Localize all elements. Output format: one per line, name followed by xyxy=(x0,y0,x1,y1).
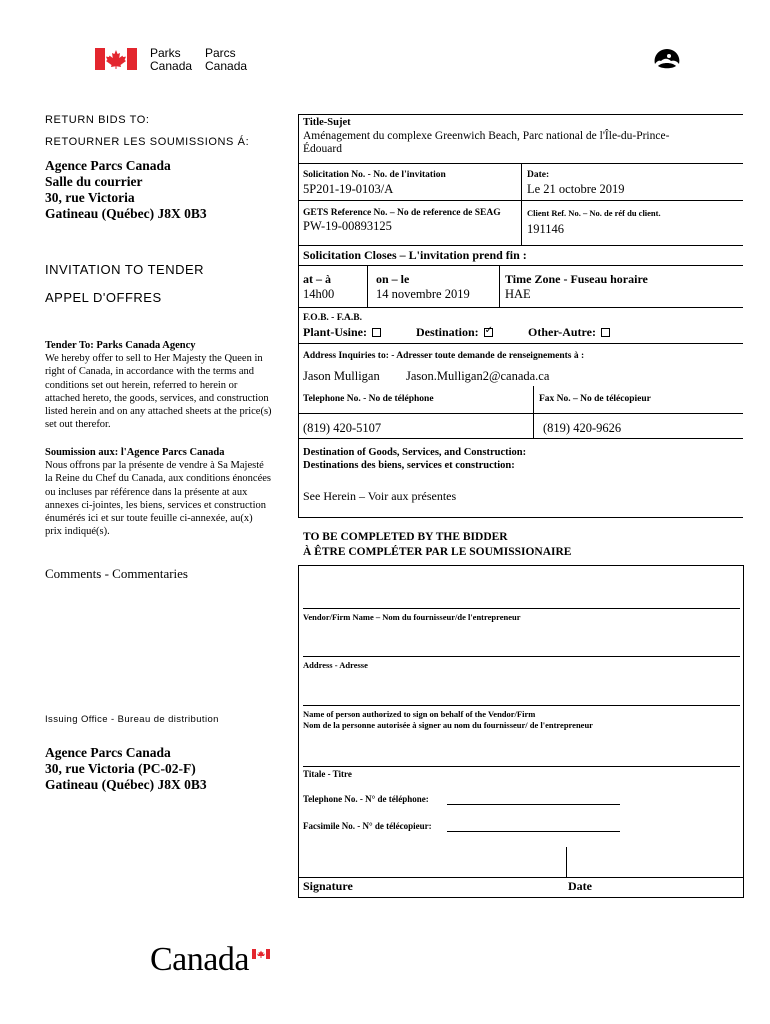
soumission-line: Nous offrons par la présente de vendre à Sa Majesté xyxy=(45,460,264,472)
tender-to-line: conditions set out herein, referred to herein or xyxy=(45,379,238,391)
address-inquiries-label: Address Inquiries to: - Adresser toute demande de renseignements à : xyxy=(303,351,585,361)
client-ref-label: Client Ref. No. – No. de réf du client. xyxy=(527,208,661,218)
plant-checkbox[interactable] xyxy=(372,328,381,337)
return-bids-label-fr: RETOURNER LES SOUMISSIONS Á: xyxy=(45,136,250,148)
agency-name-fr-1: Parcs xyxy=(205,46,236,60)
signature-date-label: Date xyxy=(568,879,592,893)
vendor-name-field[interactable] xyxy=(303,608,740,609)
beaver-emblem-icon xyxy=(650,44,684,74)
destination-checkbox[interactable] xyxy=(484,328,493,337)
soumission-line: annexes ci-jointes, les biens, services et construction xyxy=(45,499,267,511)
agency-name-en-1: Parks xyxy=(150,46,181,60)
authorized-name-field[interactable] xyxy=(303,705,740,706)
authorized-label-fr: Nom de la personne autorisée à signer au nom du fournisseur/ de l'entrepreneur xyxy=(303,720,593,730)
closes-on-label: on – le xyxy=(376,272,410,286)
closes-at-label: at – à xyxy=(303,272,331,286)
timezone-label: Time Zone - Fuseau horaire xyxy=(505,272,648,286)
date-label: Date: xyxy=(527,170,550,180)
issuing-address-line: Agence Parcs Canada xyxy=(45,745,171,760)
return-address xyxy=(45,158,207,222)
address-field[interactable] xyxy=(303,656,740,657)
fax-label: Fax No. – No de télécopieur xyxy=(539,394,651,404)
solicitation-value: 5P201-19-0103/A xyxy=(303,182,394,196)
closes-at-value: 14h00 xyxy=(303,287,335,301)
signature-field[interactable] xyxy=(298,877,744,878)
contact-name: Jason Mulligan xyxy=(303,369,380,383)
closes-label: Solicitation Closes – L'invitation prend fin : xyxy=(303,248,527,262)
solicitation-label: Solicitation No. - No. de l'invitation xyxy=(303,170,446,180)
fob-label: F.O.B. - F.A.B. xyxy=(303,313,362,323)
telephone-label: Telephone No. - No de téléphone xyxy=(303,394,434,404)
client-ref-value: 191146 xyxy=(527,222,565,236)
authorized-label-en: Name of person authorized to sign on behalf of the Vendor/Firm xyxy=(303,709,536,719)
tender-to-line: attached hereto, the goods, services, and construction xyxy=(45,392,269,404)
contact-email[interactable]: Jason.Mulligan2@canada.ca xyxy=(406,369,550,383)
soumission-line: la Reine du Chef du Canada, aux conditions énoncées xyxy=(45,473,271,485)
other-checkbox[interactable] xyxy=(601,328,610,337)
address-label: Address - Adresse xyxy=(303,660,368,670)
canada-wordmark-text: Canada xyxy=(150,941,249,978)
issuing-address xyxy=(45,745,207,793)
invitation-title-en: INVITATION TO TENDER xyxy=(45,262,205,277)
fob-plant-label: Plant-Usine: xyxy=(303,325,367,339)
fob-plant xyxy=(303,325,381,340)
tender-to-block xyxy=(45,339,295,431)
agency-name-en-2: Canada xyxy=(150,59,193,73)
return-address-line: Salle du courrier xyxy=(45,174,143,189)
timezone-value: HAE xyxy=(505,287,531,301)
telephone-value: (819) 420-5107 xyxy=(303,421,382,435)
return-address-line: Gatineau (Québec) J8X 0B3 xyxy=(45,206,207,221)
closes-on-value: 14 novembre 2019 xyxy=(376,287,470,301)
title-value-line: Aménagement du complexe Greenwich Beach, Parc national de l'Île-du-Prince- xyxy=(303,129,670,142)
fob-other-label: Other-Autre: xyxy=(528,325,596,339)
fax-value: (819) 420-9626 xyxy=(543,421,622,435)
date-value: Le 21 octobre 2019 xyxy=(527,182,625,196)
agency-name-fr-2: Canada xyxy=(205,59,248,73)
fob-destination xyxy=(416,325,493,340)
bidder-fax-label: Facsimile No. - N° de télécopieur: xyxy=(303,821,432,831)
tender-to-line: listed herein and on any attached sheets at the price(s) xyxy=(45,406,272,418)
title-label: Title-Sujet xyxy=(303,117,351,128)
tender-to-line: We hereby offer to sell to Her Majesty the Queen in xyxy=(45,353,263,365)
title-field[interactable] xyxy=(303,766,740,767)
issuing-office-label: Issuing Office - Bureau de distribution xyxy=(45,714,219,725)
tender-to-line: set out therefor. xyxy=(45,419,111,431)
title-value-line: Édouard xyxy=(303,143,342,155)
return-address-line: Agence Parcs Canada xyxy=(45,158,171,173)
fob-other xyxy=(528,325,610,340)
wordmark-flag-icon xyxy=(252,949,270,959)
tender-to-line: right of Canada, in accordance with the terms and xyxy=(45,366,255,378)
soumission-line: ou incluses par référence dans la présente at aux xyxy=(45,486,248,498)
comments-label: Comments - Commentaries xyxy=(45,566,188,581)
bidder-telephone-label: Telephone No. - N° de téléphone: xyxy=(303,794,429,804)
issuing-address-line: 30, rue Victoria (PC-02-F) xyxy=(45,761,196,776)
bidder-fax-field[interactable] xyxy=(447,831,620,832)
bidder-heading-en: TO BE COMPLETED BY THE BIDDER xyxy=(303,531,508,543)
bidder-heading-fr: À ÊTRE COMPLÉTER PAR LE SOUMISSIONAIRE xyxy=(303,546,572,558)
canada-flag-icon xyxy=(95,48,137,70)
soumission-block xyxy=(45,446,295,538)
gets-label: GETS Reference No. – No de reference de SEAG xyxy=(303,208,501,218)
canada-wordmark xyxy=(150,941,249,981)
return-bids-label-en: RETURN BIDS TO: xyxy=(45,114,150,126)
vendor-name-label: Vendor/Firm Name – Nom du fournisseur/de l'entrepreneur xyxy=(303,612,521,622)
signature-label: Signature xyxy=(303,879,353,893)
invitation-title-fr: APPEL D'OFFRES xyxy=(45,290,162,305)
gets-value: PW-19-00893125 xyxy=(303,219,392,233)
issuing-address-line: Gatineau (Québec) J8X 0B3 xyxy=(45,777,207,792)
soumission-line: prix indiqué(s). xyxy=(45,526,110,538)
soumission-line: énumérés ici et sur toute feuille ci-annexée, au(x) xyxy=(45,513,253,525)
bidder-telephone-field[interactable] xyxy=(447,804,620,805)
parks-canada-logo xyxy=(95,47,255,73)
tender-to-heading: Tender To: Parks Canada Agency xyxy=(45,340,196,351)
destination-label-fr: Destinations des biens, services et construction: xyxy=(303,460,515,471)
destination-value: See Herein – Voir aux présentes xyxy=(303,489,457,503)
return-address-line: 30, rue Victoria xyxy=(45,190,135,205)
destination-label-en: Destination of Goods, Services, and Construction: xyxy=(303,447,527,458)
fob-destination-label: Destination: xyxy=(416,325,479,339)
soumission-heading: Soumission aux: l'Agence Parcs Canada xyxy=(45,447,225,458)
title-field-label: Titale - Titre xyxy=(303,769,352,779)
